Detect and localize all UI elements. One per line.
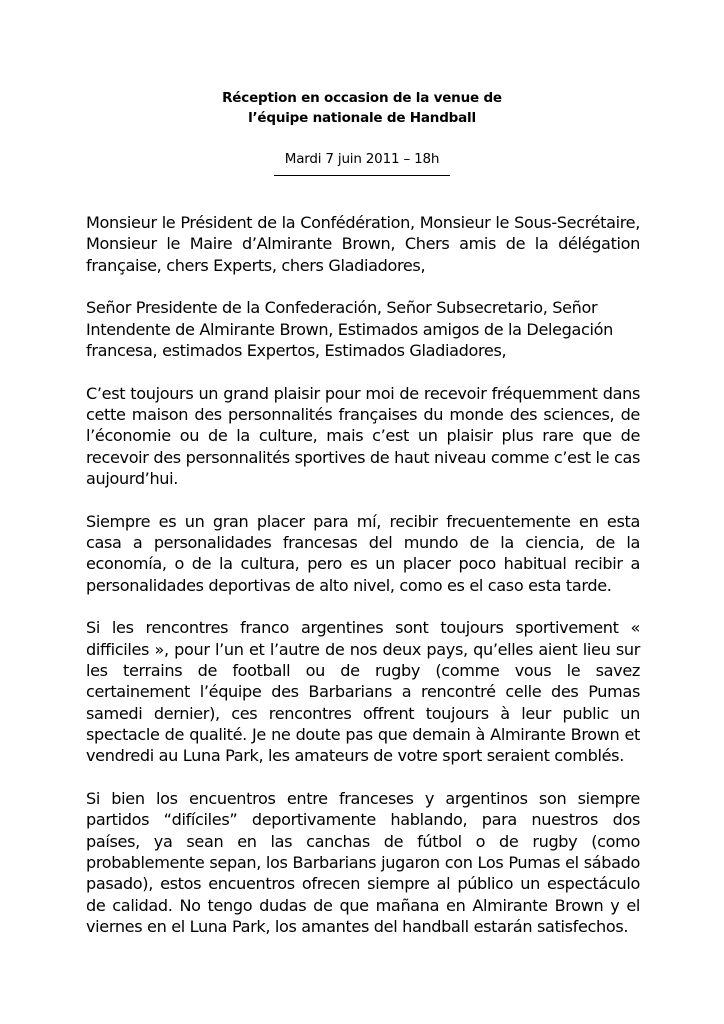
document-header bbox=[0, 88, 724, 176]
header-divider bbox=[274, 175, 450, 176]
title-line-2: l’équipe nationale de Handball bbox=[248, 110, 476, 126]
paragraph-placer-es: Siempre es un gran placer para mí, recibir frecuentemente en esta casa a personalidades francesas del mundo de la ciencia, de la economía, o de la cultura, pero es un placer poco habitual recibir a personalidades deportivas de alto nivel, como es el caso esta tarde. bbox=[86, 511, 640, 595]
paragraph-greeting-es: Señor Presidente de la Confederación, Señor Subsecretario, Señor Intendente de Almirante Brown, Estimados amigos de la Delegación francesa, estimados Expertos, Estimados Gladiadores, bbox=[86, 298, 614, 360]
title-line-1: Réception en occasion de la venue de bbox=[222, 90, 502, 106]
paragraph-plaisir-fr: C’est toujours un grand plaisir pour moi de recevoir fréquemment dans cette maison des personnalités françaises du monde des sciences, de l’économie ou de la culture, mais c’est un plaisir plus rare que de recevoir des personnalités sportives de haut niveau comme c’est le cas aujourd’hui. bbox=[86, 383, 640, 488]
paragraph-encuentros-es: Si bien los encuentros entre franceses y argentinos son siempre partidos “difíciles” deportivamente hablando, para nuestros dos países, ya sean en las canchas de fútbol o de rugby (como probablemente sepan, los Barbarians jugaron con Los Pumas el sábado pasado), estos encuentros ofrecen siempre al público un espectáculo de calidad. No tengo dudas de que mañana en Almirante Brown y el viernes en el Luna Park, los amantes del handball estarán satisfechos. bbox=[86, 789, 640, 936]
event-date: Mardi 7 juin 2011 – 18h bbox=[284, 151, 440, 167]
paragraph-greeting-fr: Monsieur le Président de la Confédération, Monsieur le Sous-Secrétaire, Monsieur le Maire d’Almirante Brown, Chers amis de la délégation française, chers Experts, chers Gladiadores, bbox=[86, 213, 640, 275]
paragraph-rencontres-fr: Si les rencontres franco argentines sont toujours sportivement « difficiles », pour l’un et l’autre de nos deux pays, qu’elles aient lieu sur les terrains de football ou de rugby (comme vous le savez certainement l’équipe des Barbarians a rencontré celle des Pumas samedi dernier), ces rencontres offrent toujours à leur public un spectacle de qualité. Je ne doute pas que demain à Almirante Brown et vendredi au Luna Park, les amateurs de votre sport seraient comblés. bbox=[86, 618, 640, 766]
speech-body bbox=[86, 212, 640, 959]
